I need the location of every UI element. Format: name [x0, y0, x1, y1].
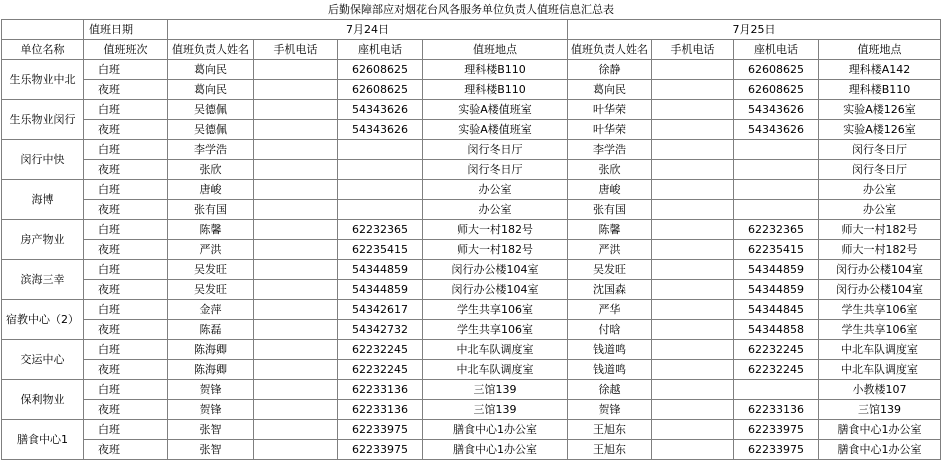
- mobile-phone-day2-cell: [652, 200, 734, 220]
- mobile-phone-day1-cell: [254, 140, 338, 160]
- mobile-phone-day1-cell: [254, 380, 338, 400]
- duty-location-day1-cell: 闵行办公楼104室: [423, 260, 568, 280]
- duty-person-day1-cell: 葛向民: [168, 60, 254, 80]
- duty-person-day1-cell: 陈海卿: [168, 360, 254, 380]
- shift-cell: 白班: [84, 180, 168, 200]
- shift-cell: 白班: [84, 260, 168, 280]
- duty-person-day2-cell: 李学浩: [568, 140, 652, 160]
- person-header-day1: 值班负责人姓名: [168, 40, 254, 60]
- landline-header-day1: 座机电话: [338, 40, 423, 60]
- table-body: [2, 0, 941, 460]
- duty-location-day2-cell: 实验A楼126室: [819, 100, 941, 120]
- landline-phone-day1-cell: 54343626: [338, 100, 423, 120]
- landline-phone-day1-cell: 54342732: [338, 320, 423, 340]
- duty-location-day1-cell: 理科楼B110: [423, 60, 568, 80]
- duty-person-day1-cell: 吴德佩: [168, 120, 254, 140]
- duty-person-day2-cell: 严华: [568, 300, 652, 320]
- landline-phone-day2-cell: 62233975: [734, 420, 819, 440]
- table-row: [2, 60, 941, 80]
- duty-location-day1-cell: 闵行办公楼104室: [423, 280, 568, 300]
- duty-roster-table: [1, 0, 941, 460]
- duty-person-day1-cell: 唐峻: [168, 180, 254, 200]
- duty-location-day1-cell: 中北车队调度室: [423, 340, 568, 360]
- table-row: [2, 300, 941, 320]
- unit-name-cell: 生乐物业中北: [2, 60, 84, 100]
- duty-person-day2-cell: 张欣: [568, 160, 652, 180]
- duty-location-day1-cell: 学生共享106室: [423, 320, 568, 340]
- mobile-phone-day2-cell: [652, 140, 734, 160]
- mobile-phone-day2-cell: [652, 340, 734, 360]
- table-row: [2, 420, 941, 440]
- shift-cell: 夜班: [84, 80, 168, 100]
- shift-cell: 夜班: [84, 240, 168, 260]
- duty-location-day1-cell: 中北车队调度室: [423, 360, 568, 380]
- table-row: [2, 440, 941, 460]
- duty-location-day2-cell: 理科楼A142: [819, 60, 941, 80]
- duty-person-day1-cell: 严洪: [168, 240, 254, 260]
- table-row: [2, 340, 941, 360]
- landline-phone-day2-cell: 54343626: [734, 100, 819, 120]
- duty-person-day1-cell: 陈磊: [168, 320, 254, 340]
- landline-header-day2: 座机电话: [734, 40, 819, 60]
- unit-name-cell: 滨海三幸: [2, 260, 84, 300]
- mobile-phone-day1-cell: [254, 160, 338, 180]
- duty-location-day1-cell: 闵行冬日厅: [423, 160, 568, 180]
- mobile-phone-day1-cell: [254, 80, 338, 100]
- duty-person-day1-cell: 贺锋: [168, 380, 254, 400]
- duty-person-day2-cell: 徐静: [568, 60, 652, 80]
- duty-location-day1-cell: 实验A楼值班室: [423, 100, 568, 120]
- table-row: [2, 320, 941, 340]
- shift-cell: 白班: [84, 100, 168, 120]
- duty-person-day1-cell: 葛向民: [168, 80, 254, 100]
- duty-person-day1-cell: 张智: [168, 440, 254, 460]
- landline-phone-day2-cell: [734, 200, 819, 220]
- duty-person-day1-cell: 张有国: [168, 200, 254, 220]
- mobile-phone-day2-cell: [652, 220, 734, 240]
- unit-name-cell: 保利物业: [2, 380, 84, 420]
- mobile-phone-day2-cell: [652, 160, 734, 180]
- duty-location-day2-cell: 师大一村182号: [819, 220, 941, 240]
- landline-phone-day1-cell: 62233975: [338, 440, 423, 460]
- landline-phone-day1-cell: 62235415: [338, 240, 423, 260]
- landline-phone-day1-cell: 62233136: [338, 380, 423, 400]
- duty-person-day2-cell: 张有国: [568, 200, 652, 220]
- mobile-phone-day2-cell: [652, 260, 734, 280]
- shift-cell: 夜班: [84, 360, 168, 380]
- table-row: [2, 400, 941, 420]
- landline-phone-day1-cell: 54343626: [338, 120, 423, 140]
- duty-location-day2-cell: 闵行冬日厅: [819, 140, 941, 160]
- shift-cell: 白班: [84, 60, 168, 80]
- column-header-row: [2, 40, 941, 60]
- mobile-phone-day2-cell: [652, 240, 734, 260]
- duty-location-day2-cell: 办公室: [819, 180, 941, 200]
- unit-name-cell: 交运中心: [2, 340, 84, 380]
- landline-phone-day1-cell: 62608625: [338, 60, 423, 80]
- mobile-phone-day2-cell: [652, 300, 734, 320]
- table-row: [2, 160, 941, 180]
- landline-phone-day2-cell: 54343626: [734, 120, 819, 140]
- unit-name-cell: 房产物业: [2, 220, 84, 260]
- duty-location-day1-cell: 办公室: [423, 200, 568, 220]
- duty-person-day2-cell: 陈馨: [568, 220, 652, 240]
- landline-phone-day1-cell: [338, 180, 423, 200]
- shift-cell: 白班: [84, 300, 168, 320]
- mobile-phone-day1-cell: [254, 400, 338, 420]
- landline-phone-day2-cell: [734, 160, 819, 180]
- shift-cell: 白班: [84, 140, 168, 160]
- duty-location-day2-cell: 中北车队调度室: [819, 360, 941, 380]
- landline-phone-day2-cell: 62608625: [734, 80, 819, 100]
- landline-phone-day1-cell: 62232245: [338, 340, 423, 360]
- date-header-day1: 7月24日: [168, 20, 568, 40]
- landline-phone-day1-cell: 62232365: [338, 220, 423, 240]
- shift-cell: 夜班: [84, 400, 168, 420]
- shift-cell: 夜班: [84, 320, 168, 340]
- duty-location-day1-cell: 闵行冬日厅: [423, 140, 568, 160]
- landline-phone-day1-cell: [338, 140, 423, 160]
- duty-location-day2-cell: 小教楼107: [819, 380, 941, 400]
- mobile-phone-day2-cell: [652, 60, 734, 80]
- duty-location-day1-cell: 师大一村182号: [423, 220, 568, 240]
- landline-phone-day2-cell: 54344859: [734, 260, 819, 280]
- duty-location-day2-cell: 中北车队调度室: [819, 340, 941, 360]
- shift-header: 值班班次: [84, 40, 168, 60]
- table-row: [2, 220, 941, 240]
- shift-cell: 夜班: [84, 440, 168, 460]
- duty-location-day1-cell: 理科楼B110: [423, 80, 568, 100]
- blank-corner-cell: [2, 20, 84, 40]
- sheet-title: 后勤保障部应对烟花台风各服务单位负责人值班信息汇总表: [2, 0, 941, 20]
- landline-phone-day2-cell: 62232365: [734, 220, 819, 240]
- mobile-phone-day1-cell: [254, 100, 338, 120]
- table-row: [2, 180, 941, 200]
- landline-phone-day2-cell: 62232245: [734, 340, 819, 360]
- duty-location-day1-cell: 三馆139: [423, 380, 568, 400]
- landline-phone-day2-cell: 62233136: [734, 400, 819, 420]
- unit-name-cell: 闵行中快: [2, 140, 84, 180]
- table-row: [2, 80, 941, 100]
- unit-name-cell: 膳食中心1: [2, 420, 84, 460]
- mobile-phone-day1-cell: [254, 180, 338, 200]
- shift-cell: 夜班: [84, 200, 168, 220]
- table-row: [2, 260, 941, 280]
- table-row: [2, 140, 941, 160]
- landline-phone-day1-cell: 62233136: [338, 400, 423, 420]
- duty-person-day1-cell: 贺锋: [168, 400, 254, 420]
- location-header-day1: 值班地点: [423, 40, 568, 60]
- mobile-phone-day2-cell: [652, 320, 734, 340]
- duty-person-day1-cell: 金萍: [168, 300, 254, 320]
- shift-cell: 白班: [84, 420, 168, 440]
- mobile-phone-day2-cell: [652, 180, 734, 200]
- duty-person-day2-cell: 王旭东: [568, 420, 652, 440]
- duty-location-day1-cell: 办公室: [423, 180, 568, 200]
- duty-person-day1-cell: 陈馨: [168, 220, 254, 240]
- mobile-phone-day1-cell: [254, 300, 338, 320]
- landline-phone-day1-cell: 62233975: [338, 420, 423, 440]
- duty-person-day1-cell: 李学浩: [168, 140, 254, 160]
- mobile-phone-day2-cell: [652, 380, 734, 400]
- duty-date-label: 值班日期: [84, 20, 168, 40]
- mobile-header-day2: 手机电话: [652, 40, 734, 60]
- landline-phone-day2-cell: [734, 380, 819, 400]
- duty-person-day1-cell: 吴德佩: [168, 100, 254, 120]
- mobile-header-day1: 手机电话: [254, 40, 338, 60]
- shift-cell: 夜班: [84, 160, 168, 180]
- shift-cell: 白班: [84, 220, 168, 240]
- duty-person-day1-cell: 吴发旺: [168, 280, 254, 300]
- unit-name-header: 单位名称: [2, 40, 84, 60]
- mobile-phone-day1-cell: [254, 360, 338, 380]
- duty-person-day1-cell: 张智: [168, 420, 254, 440]
- landline-phone-day1-cell: [338, 200, 423, 220]
- mobile-phone-day2-cell: [652, 440, 734, 460]
- duty-person-day2-cell: 葛向民: [568, 80, 652, 100]
- landline-phone-day2-cell: 54344858: [734, 320, 819, 340]
- unit-name-cell: 生乐物业闵行: [2, 100, 84, 140]
- duty-location-day2-cell: 闵行冬日厅: [819, 160, 941, 180]
- mobile-phone-day1-cell: [254, 120, 338, 140]
- duty-person-day2-cell: 唐峻: [568, 180, 652, 200]
- mobile-phone-day2-cell: [652, 100, 734, 120]
- mobile-phone-day1-cell: [254, 240, 338, 260]
- duty-location-day2-cell: 学生共享106室: [819, 300, 941, 320]
- table-row: [2, 100, 941, 120]
- date-header-row: [2, 20, 941, 40]
- unit-name-cell: 宿教中心（2）: [2, 300, 84, 340]
- landline-phone-day1-cell: [338, 160, 423, 180]
- mobile-phone-day1-cell: [254, 60, 338, 80]
- landline-phone-day2-cell: 62232245: [734, 360, 819, 380]
- duty-person-day2-cell: 付晗: [568, 320, 652, 340]
- table-row: [2, 120, 941, 140]
- duty-location-day2-cell: 理科楼B110: [819, 80, 941, 100]
- duty-person-day1-cell: 陈海卿: [168, 340, 254, 360]
- landline-phone-day2-cell: [734, 180, 819, 200]
- duty-person-day2-cell: 吴发旺: [568, 260, 652, 280]
- mobile-phone-day1-cell: [254, 200, 338, 220]
- duty-location-day1-cell: 师大一村182号: [423, 240, 568, 260]
- mobile-phone-day1-cell: [254, 340, 338, 360]
- duty-location-day1-cell: 三馆139: [423, 400, 568, 420]
- mobile-phone-day1-cell: [254, 420, 338, 440]
- shift-cell: 夜班: [84, 120, 168, 140]
- landline-phone-day1-cell: 62608625: [338, 80, 423, 100]
- duty-location-day2-cell: 学生共享106室: [819, 320, 941, 340]
- duty-person-day2-cell: 王旭东: [568, 440, 652, 460]
- duty-person-day1-cell: 吴发旺: [168, 260, 254, 280]
- mobile-phone-day2-cell: [652, 280, 734, 300]
- landline-phone-day2-cell: 54344859: [734, 280, 819, 300]
- duty-location-day1-cell: 实验A楼值班室: [423, 120, 568, 140]
- mobile-phone-day1-cell: [254, 440, 338, 460]
- duty-person-day2-cell: 严洪: [568, 240, 652, 260]
- duty-location-day1-cell: 学生共享106室: [423, 300, 568, 320]
- duty-person-day2-cell: 钱道鸣: [568, 360, 652, 380]
- shift-cell: 白班: [84, 380, 168, 400]
- landline-phone-day1-cell: 54342617: [338, 300, 423, 320]
- duty-person-day2-cell: 徐越: [568, 380, 652, 400]
- duty-person-day1-cell: 张欣: [168, 160, 254, 180]
- duty-person-day2-cell: 贺锋: [568, 400, 652, 420]
- duty-person-day2-cell: 叶华荣: [568, 100, 652, 120]
- table-row: [2, 200, 941, 220]
- duty-location-day1-cell: 膳食中心1办公室: [423, 440, 568, 460]
- table-row: [2, 280, 941, 300]
- landline-phone-day2-cell: 62608625: [734, 60, 819, 80]
- duty-location-day2-cell: 师大一村182号: [819, 240, 941, 260]
- mobile-phone-day1-cell: [254, 220, 338, 240]
- duty-location-day2-cell: 膳食中心1办公室: [819, 420, 941, 440]
- duty-person-day2-cell: 沈国森: [568, 280, 652, 300]
- title-row: [2, 0, 941, 20]
- unit-name-cell: 海博: [2, 180, 84, 220]
- duty-location-day2-cell: 实验A楼126室: [819, 120, 941, 140]
- duty-location-day2-cell: 三馆139: [819, 400, 941, 420]
- mobile-phone-day2-cell: [652, 80, 734, 100]
- duty-location-day2-cell: 膳食中心1办公室: [819, 440, 941, 460]
- duty-location-day2-cell: 闵行办公楼104室: [819, 260, 941, 280]
- landline-phone-day2-cell: 62233975: [734, 440, 819, 460]
- landline-phone-day2-cell: 62235415: [734, 240, 819, 260]
- duty-location-day2-cell: 闵行办公楼104室: [819, 280, 941, 300]
- duty-person-day2-cell: 钱道鸣: [568, 340, 652, 360]
- landline-phone-day1-cell: 54344859: [338, 280, 423, 300]
- mobile-phone-day1-cell: [254, 280, 338, 300]
- duty-person-day2-cell: 叶华荣: [568, 120, 652, 140]
- person-header-day2: 值班负责人姓名: [568, 40, 652, 60]
- table-row: [2, 380, 941, 400]
- mobile-phone-day2-cell: [652, 360, 734, 380]
- mobile-phone-day2-cell: [652, 120, 734, 140]
- mobile-phone-day1-cell: [254, 260, 338, 280]
- duty-location-day2-cell: 办公室: [819, 200, 941, 220]
- table-row: [2, 360, 941, 380]
- landline-phone-day2-cell: 54344845: [734, 300, 819, 320]
- mobile-phone-day2-cell: [652, 420, 734, 440]
- shift-cell: 夜班: [84, 280, 168, 300]
- table-row: [2, 240, 941, 260]
- mobile-phone-day2-cell: [652, 400, 734, 420]
- landline-phone-day2-cell: [734, 140, 819, 160]
- date-header-day2: 7月25日: [568, 20, 941, 40]
- landline-phone-day1-cell: 62232245: [338, 360, 423, 380]
- duty-location-day1-cell: 膳食中心1办公室: [423, 420, 568, 440]
- location-header-day2: 值班地点: [819, 40, 941, 60]
- shift-cell: 白班: [84, 340, 168, 360]
- mobile-phone-day1-cell: [254, 320, 338, 340]
- landline-phone-day1-cell: 54344859: [338, 260, 423, 280]
